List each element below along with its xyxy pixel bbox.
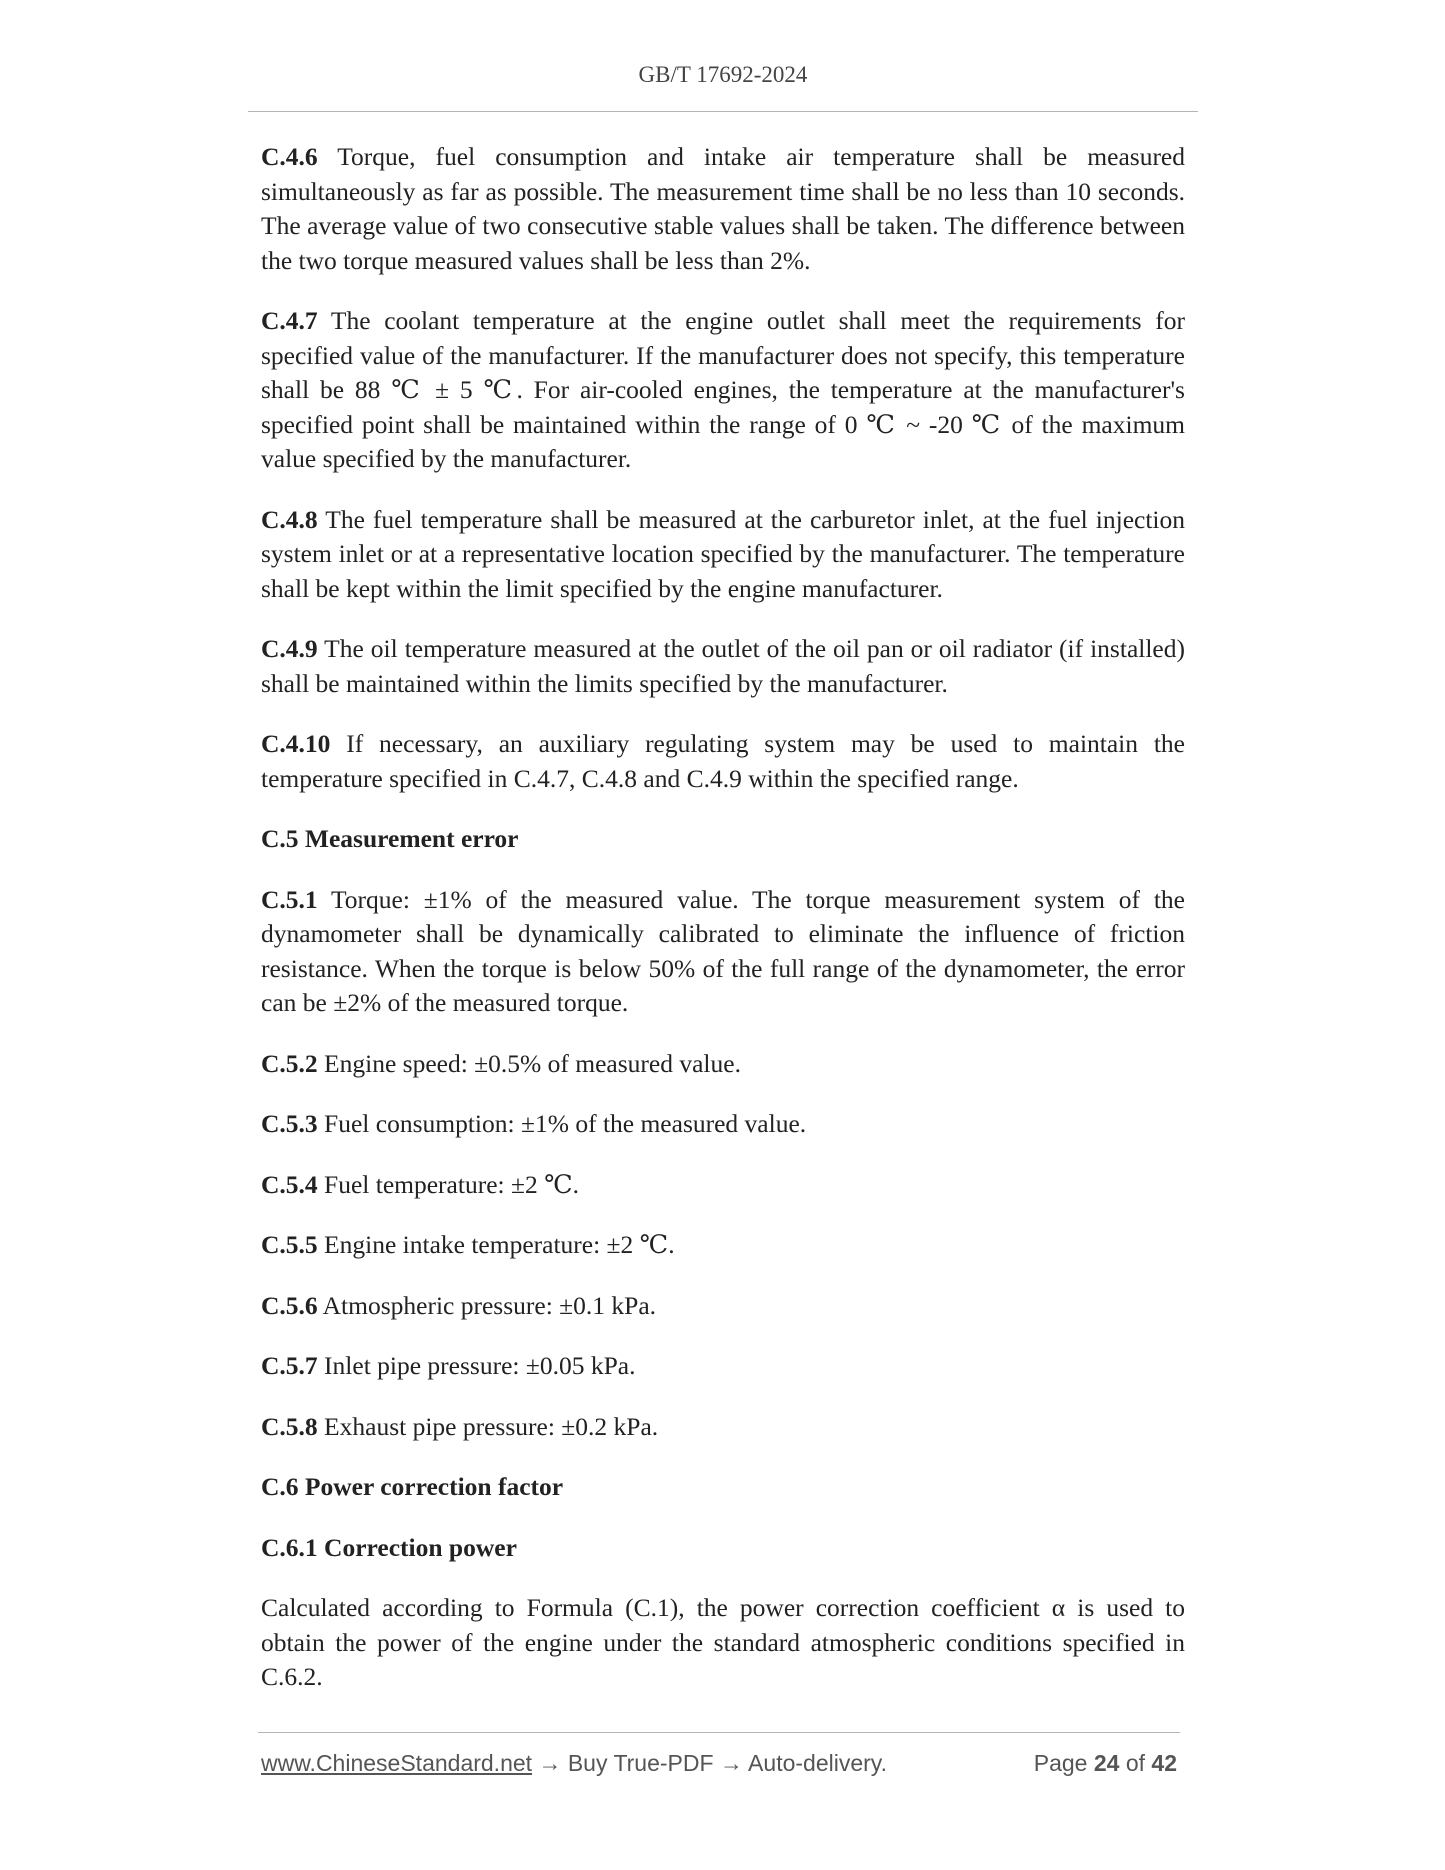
clause-text: Engine speed: ±0.5% of measured value. <box>317 1048 741 1078</box>
clause-number: C.4.7 <box>261 306 318 335</box>
clause-c-5-8 <box>261 1410 1185 1445</box>
clause-number: C.5.8 <box>261 1411 318 1441</box>
clause-text: The oil temperature measured at the outlet of the oil pan or oil radiator (if installed) shall be maintained within the limits specified by the manufacturer. <box>261 634 1185 698</box>
footer-divider <box>258 1732 1180 1733</box>
page-label: Page <box>1033 1750 1088 1776</box>
clause-text: Torque, fuel consumption and intake air temperature shall be measured simultaneously as far as possible. The measurement time shall be no less than 10 seconds. The average value of two consecutive stable values shall be taken. The difference between the two torque measured values shall be less than 2%. <box>261 142 1185 275</box>
clause-text: Torque: ±1% of the measured value. The torque measurement system of the dynamometer shall be dynamically calibrated to eliminate the influence of friction resistance. When the torque is below 50% of the full range of the dynamometer, the error can be ±2% of the measured torque. <box>261 884 1185 1017</box>
clause-text: Engine intake temperature: ±2 ℃. <box>317 1230 675 1259</box>
clause-text: The fuel temperature shall be measured at the carburetor inlet, at the fuel injection system inlet or at a representative location specified by the manufacturer. The temperature shall be kept within the limit specified by the engine manufacturer. <box>261 504 1185 603</box>
clause-text: Inlet pipe pressure: ±0.05 kPa. <box>317 1351 636 1380</box>
section-heading-c-6: C.6 Power correction factor <box>261 1472 564 1501</box>
clause-number: C.5.2 <box>261 1048 318 1078</box>
clause-text: The coolant temperature at the engine outlet shall meet the requirements for specified value of the manufacturer. If the manufacturer does not specify, this temperature shall be 88 ℃ ± 5 ℃. For air-cooled engines, the temperature at the manufacturer's specified point shall be maintained within the range of 0 ℃ ~ -20 ℃ of the maximum value specified by the manufacturer. <box>261 306 1185 473</box>
footer-promo <box>261 1750 887 1777</box>
page-footer <box>261 1750 1181 1784</box>
clause-c-5-1 <box>261 883 1185 1021</box>
clause-text: Atmospheric pressure: ±0.1 kPa. <box>317 1290 657 1320</box>
clause-c-5-3 <box>261 1107 1185 1142</box>
correction-power-paragraph: Calculated according to Formula (C.1), the power correction coefficient α is used to obtain the power of the engine under the standard atmospheric conditions specified in C.6.2. <box>261 1593 1185 1691</box>
clause-number: C.5.3 <box>261 1109 318 1138</box>
clause-text: Fuel temperature: ±2 ℃. <box>317 1169 579 1199</box>
clause-number: C.4.10 <box>261 729 331 758</box>
clause-number: C.5.6 <box>261 1290 318 1320</box>
clause-c-4-9 <box>261 632 1185 701</box>
clause-c-5-5 <box>261 1228 1185 1263</box>
clause-c-4-10 <box>261 727 1185 796</box>
clause-text: Exhaust pipe pressure: ±0.2 kPa. <box>317 1411 659 1441</box>
website-link[interactable]: www.ChineseStandard.net <box>261 1750 533 1776</box>
footer-tail-text: → Buy True-PDF → Auto-delivery. <box>532 1750 887 1776</box>
clause-c-4-8 <box>261 503 1185 607</box>
clause-number: C.4.8 <box>261 504 318 534</box>
clause-c-4-7 <box>261 304 1185 477</box>
clause-c-5-6 <box>261 1289 1185 1324</box>
clause-number: C.5.5 <box>261 1230 318 1259</box>
clause-text: If necessary, an auxiliary regulating system may be used to maintain the temperature specified in C.4.7, C.4.8 and C.4.9 within the specified range. <box>261 729 1185 793</box>
clause-c-5-4 <box>261 1168 1185 1203</box>
clause-number: C.5.1 <box>261 884 318 914</box>
section-heading-c-5: C.5 Measurement error <box>261 824 519 853</box>
page-header: GB/T 17692-2024 <box>638 62 808 87</box>
clause-c-4-6 <box>261 140 1185 278</box>
clause-text: Fuel consumption: ±1% of the measured value. <box>317 1109 807 1138</box>
clause-number: C.4.9 <box>261 634 318 663</box>
clause-c-5-7 <box>261 1349 1185 1384</box>
page-indicator <box>1034 1750 1177 1777</box>
section-heading-c-6-1: C.6.1 Correction power <box>261 1532 517 1562</box>
clause-number: C.5.4 <box>261 1169 318 1199</box>
header-divider <box>248 111 1198 112</box>
clause-c-5-2 <box>261 1047 1185 1082</box>
clause-number: C.4.6 <box>261 142 318 171</box>
document-body <box>261 140 1185 1721</box>
page-of-label: of <box>1125 1750 1146 1776</box>
current-page-number: 24 <box>1093 1750 1120 1776</box>
clause-number: C.5.7 <box>261 1351 318 1380</box>
total-page-count: 42 <box>1151 1750 1177 1776</box>
